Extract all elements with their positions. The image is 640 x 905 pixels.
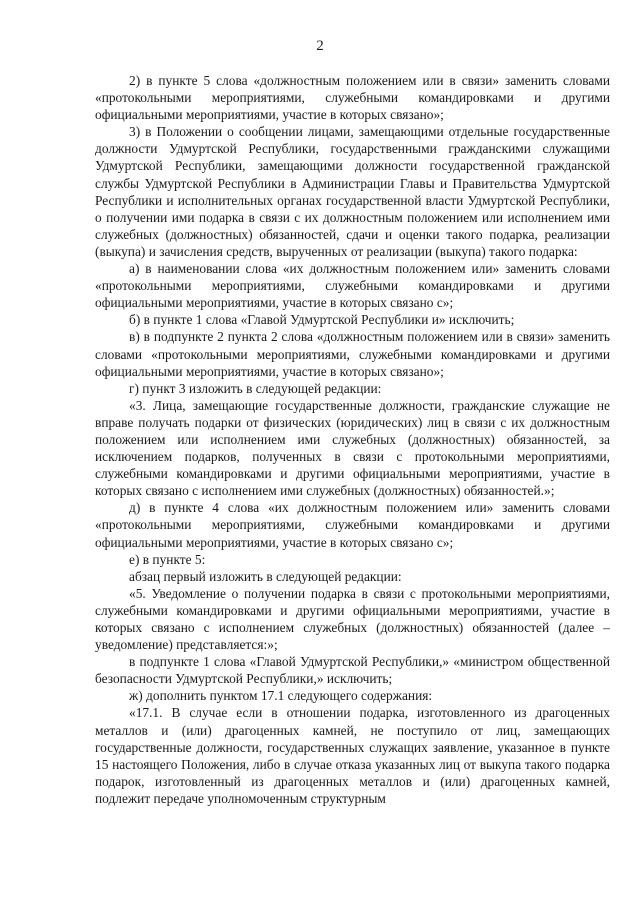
document-body [95,72,610,807]
paragraph: а) в наименовании слова «их должностным положением или» заменить словами «протокольными мероприятиями, служебными командировками и другими официальными мероприятиями, участие в которых связано с»; [95,261,610,311]
paragraph: 2) в пункте 5 слова «должностным положением или в связи» заменить словами «протокольными мероприятиями, служебными командировками и другими официальными мероприятиями, участие в которых связано»; [95,73,610,123]
paragraph: «17.1. В случае если в отношении подарка, изготовленного из драгоценных металлов и (или) драгоценных камней, не поступило от лиц, замещающих государственные должности, государственных служащих заявление, указанное в пункте 15 настоящего Положения, либо в случае отказа указанных лиц от выкупа такого подарка подарок, изготовленный из драгоценных металлов и (или) драгоценных камней, подлежит передаче уполномоченным структурным [95,705,610,806]
paragraph: е) в пункте 5: [129,551,206,567]
paragraph: «5. Уведомление о получении подарка в связи с протокольными мероприятиями, служебными командировками и другими официальными мероприятиями, участие в которых связано с исполнением служебных (должностных) обязанностей (далее – уведомление) представляется:»; [95,585,610,653]
paragraph: д) в пункте 4 слова «их должностным положением или» заменить словами «протокольными мероприятиями, служебными командировками и другими официальными мероприятиями, участие в которых связано с»; [95,500,610,550]
paragraph: ж) дополнить пунктом 17.1 следующего содержания: [129,688,433,704]
paragraph: г) пункт 3 изложить в следующей редакции: [129,380,382,396]
paragraph: в подпункте 1 слова «Главой Удмуртской Республики,» «министром общественной безопасности Удмуртской Республики,» исключить; [95,654,610,687]
paragraph: б) в пункте 1 слова «Главой Удмуртской Республики и» исключить; [129,312,515,328]
paragraph: 3) в Положении о сообщении лицами, замещающими отдельные государственные должности Удмуртской Республики, государственными гражданскими служащими Удмуртской Республики, замещающими должности государственной гражданской службы Удмуртской Республики в Администрации Главы и Правительства Удмуртской Республики и исполнительных органах государственной власти Удмуртской Республики, о получении ими подарка в связи с их должностным положением или исполнением ими служебных (должностных) обязанностей, сдачи и оценки такого подарка, реализации (выкупа) и зачисления средств, вырученных от реализации (выкупа) такого подарка: [95,124,610,259]
paragraph: «3. Лица, замещающие государственные должности, гражданские служащие не вправе получать подарки от физических (юридических) лиц в связи с их должностным положением или исполнением ими служебных (должностных) обязанностей, за исключением подарков, полученных в связи с протокольными мероприятиями, служебными командировками и другими официальными мероприятиями, участие в которых связано с исполнением ими служебных (должностных) обязанностей.»; [95,397,610,499]
page-number: 2 [316,38,324,54]
paragraph: абзац первый изложить в следующей редакции: [129,568,402,584]
paragraph: в) в подпункте 2 пункта 2 слова «должностным положением или в связи» заменить словами «протокольными мероприятиями, служебными командировками и другими официальными мероприятиями, участие в которых связано»; [95,329,610,379]
